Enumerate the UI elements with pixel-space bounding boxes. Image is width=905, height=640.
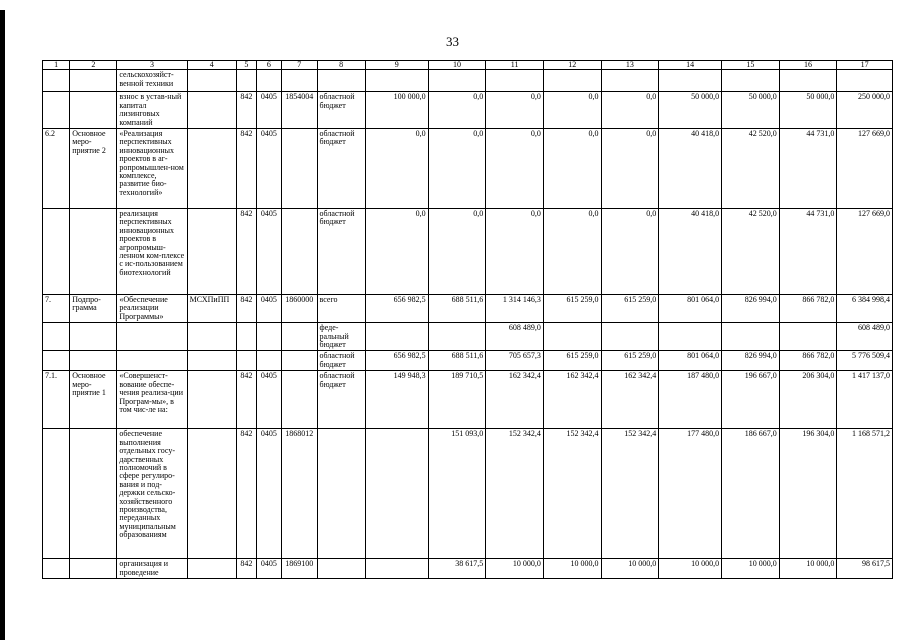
table-cell: 100 000,0	[365, 92, 428, 129]
table-row	[43, 129, 893, 209]
table-cell: 0,0	[428, 209, 486, 295]
table-cell: 0,0	[543, 92, 601, 129]
table-cell: Подпро-грамма	[70, 295, 117, 323]
table-cell: 608 489,0	[486, 323, 544, 351]
table-cell: 187 480,0	[659, 371, 722, 429]
table-cell: 0405	[256, 295, 281, 323]
table-cell	[70, 209, 117, 295]
table-cell: 10 000,0	[722, 559, 780, 579]
table-cell	[43, 323, 70, 351]
table-cell: 50 000,0	[779, 92, 837, 129]
table-cell: 42 520,0	[722, 129, 780, 209]
table-cell: 0405	[256, 559, 281, 579]
table-cell	[659, 323, 722, 351]
table-cell	[43, 92, 70, 129]
table-cell: областной бюджет	[317, 129, 365, 209]
table-cell: 127 669,0	[837, 129, 893, 209]
table-cell: 608 489,0	[837, 323, 893, 351]
table-cell: 50 000,0	[722, 92, 780, 129]
table-cell	[43, 559, 70, 579]
table-cell: областной бюджет	[317, 209, 365, 295]
table-cell	[236, 323, 256, 351]
table-cell	[187, 559, 236, 579]
table-cell: 151 093,0	[428, 429, 486, 559]
table-cell: 842	[236, 295, 256, 323]
table-cell: 0,0	[486, 129, 544, 209]
table-cell: 206 304,0	[779, 371, 837, 429]
table-cell: Основное меро-приятие 1	[70, 371, 117, 429]
table-cell: 162 342,4	[486, 371, 544, 429]
table-cell: «Совершенст-вование обеспе-чения реализа-ции Програм-мы», в том чис-ле на:	[117, 371, 187, 429]
column-header: 5	[236, 61, 256, 70]
table-cell: 0405	[256, 429, 281, 559]
table-cell	[187, 209, 236, 295]
table-cell: 842	[236, 129, 256, 209]
table-cell	[256, 351, 281, 371]
table-cell: 1 417 137,0	[837, 371, 893, 429]
table-row	[43, 351, 893, 371]
table-cell: 1868012	[281, 429, 317, 559]
table-cell: 0405	[256, 92, 281, 129]
budget-table	[42, 60, 893, 579]
table-cell: 866 782,0	[779, 295, 837, 323]
table-cell	[187, 351, 236, 371]
table-cell: областной бюджет	[317, 351, 365, 371]
table-cell: 40 418,0	[659, 129, 722, 209]
table-cell	[722, 70, 780, 92]
table-cell: 842	[236, 429, 256, 559]
table-cell	[837, 70, 893, 92]
table-cell: областной бюджет	[317, 371, 365, 429]
table-cell	[365, 429, 428, 559]
table-row	[43, 209, 893, 295]
table-cell	[43, 351, 70, 371]
table-cell: 656 982,5	[365, 295, 428, 323]
column-header: 7	[281, 61, 317, 70]
table-cell	[43, 209, 70, 295]
table-cell: 826 994,0	[722, 351, 780, 371]
table-cell: 0,0	[428, 92, 486, 129]
table-cell	[187, 129, 236, 209]
table-cell: 127 669,0	[837, 209, 893, 295]
table-cell: 0,0	[601, 129, 659, 209]
table-row	[43, 429, 893, 559]
table-cell	[281, 209, 317, 295]
table-cell: 842	[236, 371, 256, 429]
table-cell	[543, 323, 601, 351]
table-cell: 705 657,3	[486, 351, 544, 371]
table-cell: 0,0	[365, 209, 428, 295]
column-header: 15	[722, 61, 780, 70]
table-cell: взнос в устав-ный капитал лизинговых компаний	[117, 92, 187, 129]
table-cell	[543, 70, 601, 92]
table-cell: 0,0	[543, 129, 601, 209]
table-cell	[281, 351, 317, 371]
column-header: 17	[837, 61, 893, 70]
table-cell	[187, 92, 236, 129]
table-cell: 44 731,0	[779, 209, 837, 295]
table-cell	[236, 70, 256, 92]
table-cell	[187, 429, 236, 559]
table-cell: 801 064,0	[659, 295, 722, 323]
table-cell: 44 731,0	[779, 129, 837, 209]
table-cell	[236, 351, 256, 371]
table-cell: областной бюджет	[317, 92, 365, 129]
table-cell: Основное меро-приятие 2	[70, 129, 117, 209]
table-cell: 842	[236, 209, 256, 295]
table-cell: 615 259,0	[601, 351, 659, 371]
table-cell	[281, 323, 317, 351]
column-header: 1	[43, 61, 70, 70]
table-cell	[70, 351, 117, 371]
table-row	[43, 371, 893, 429]
table-cell: 1869100	[281, 559, 317, 579]
column-header: 10	[428, 61, 486, 70]
table-cell: 0,0	[365, 129, 428, 209]
table-cell: 42 520,0	[722, 209, 780, 295]
table-cell	[187, 323, 236, 351]
table-cell: обеспечение выполнения отдельных госу-дарственных полномочий в сфере регулиро-вания и под-держки сельско-хозяйственного производства, переданных муниципальным образованиям	[117, 429, 187, 559]
table-cell: 842	[236, 559, 256, 579]
table-cell: 0,0	[601, 209, 659, 295]
table-cell: всего	[317, 295, 365, 323]
table-cell: 1860000	[281, 295, 317, 323]
table-row	[43, 92, 893, 129]
table-cell: 0,0	[486, 209, 544, 295]
table-cell: 149 948,3	[365, 371, 428, 429]
column-header: 3	[117, 61, 187, 70]
table-cell	[70, 323, 117, 351]
table-cell: 656 982,5	[365, 351, 428, 371]
table-cell	[365, 323, 428, 351]
table-cell: 0,0	[601, 92, 659, 129]
table-cell	[365, 70, 428, 92]
table-cell: 10 000,0	[601, 559, 659, 579]
table-cell	[601, 323, 659, 351]
table-cell	[70, 429, 117, 559]
table-cell: 10 000,0	[779, 559, 837, 579]
table-cell	[486, 70, 544, 92]
table-row	[43, 559, 893, 579]
table-cell: 50 000,0	[659, 92, 722, 129]
column-header: 8	[317, 61, 365, 70]
table-cell	[70, 559, 117, 579]
table-cell: 6 384 998,4	[837, 295, 893, 323]
table-cell: 0,0	[486, 92, 544, 129]
table-cell: 189 710,5	[428, 371, 486, 429]
table-cell	[43, 429, 70, 559]
table-cell: 6.2	[43, 129, 70, 209]
table-cell	[70, 70, 117, 92]
table-cell	[601, 70, 659, 92]
table-body	[43, 61, 893, 579]
table-cell: 615 259,0	[543, 351, 601, 371]
table-cell: 162 342,4	[543, 371, 601, 429]
table-cell: сельскохозяйст-венной техники	[117, 70, 187, 92]
table-cell: 826 994,0	[722, 295, 780, 323]
table-cell: 186 667,0	[722, 429, 780, 559]
table-cell	[428, 70, 486, 92]
table-cell: 1854004	[281, 92, 317, 129]
table-cell: 7.1.	[43, 371, 70, 429]
table-row	[43, 295, 893, 323]
table-cell	[317, 559, 365, 579]
table-cell: 5 776 509,4	[837, 351, 893, 371]
table-cell	[659, 70, 722, 92]
table-cell: 688 511,6	[428, 351, 486, 371]
table-cell: «Реализация перспективных инновационных проектов в аг-ропромышлен-ном комплексе, развитие био-технологий»	[117, 129, 187, 209]
header-row	[43, 61, 893, 70]
table-cell: 688 511,6	[428, 295, 486, 323]
table-cell: 196 304,0	[779, 429, 837, 559]
table-cell: 0405	[256, 371, 281, 429]
table-cell	[317, 429, 365, 559]
table-cell	[281, 371, 317, 429]
table-cell	[117, 351, 187, 371]
table-cell: 866 782,0	[779, 351, 837, 371]
table-cell: 615 259,0	[543, 295, 601, 323]
table-row	[43, 323, 893, 351]
table-cell	[256, 323, 281, 351]
table-cell	[281, 129, 317, 209]
table-cell	[256, 70, 281, 92]
table-cell: 152 342,4	[486, 429, 544, 559]
table-cell: 38 617,5	[428, 559, 486, 579]
table-cell	[317, 70, 365, 92]
table-cell: 177 480,0	[659, 429, 722, 559]
table-cell: 615 259,0	[601, 295, 659, 323]
table-cell	[779, 323, 837, 351]
table-cell: 10 000,0	[543, 559, 601, 579]
column-header: 2	[70, 61, 117, 70]
table-cell: 0,0	[428, 129, 486, 209]
table-cell	[428, 323, 486, 351]
table-cell: 10 000,0	[486, 559, 544, 579]
column-header: 13	[601, 61, 659, 70]
column-header: 4	[187, 61, 236, 70]
table-cell: 7.	[43, 295, 70, 323]
table-cell: феде-ральный бюджет	[317, 323, 365, 351]
table-cell: 10 000,0	[659, 559, 722, 579]
table-cell: 40 418,0	[659, 209, 722, 295]
table-row	[43, 70, 893, 92]
column-header: 14	[659, 61, 722, 70]
column-header: 9	[365, 61, 428, 70]
column-header: 6	[256, 61, 281, 70]
table-cell: 250 000,0	[837, 92, 893, 129]
table-cell	[117, 323, 187, 351]
table-cell	[779, 70, 837, 92]
table-cell	[365, 559, 428, 579]
table-cell: 1 168 571,2	[837, 429, 893, 559]
table-cell	[722, 323, 780, 351]
table-cell: 801 064,0	[659, 351, 722, 371]
table-cell	[43, 70, 70, 92]
table-cell: 0405	[256, 209, 281, 295]
table-cell: 196 667,0	[722, 371, 780, 429]
table-cell: 0405	[256, 129, 281, 209]
table-cell: реализация перспективных инновационных проектов в агропромыш-ленном ком-плексе с ис-пользованием биотехнологий	[117, 209, 187, 295]
column-header: 16	[779, 61, 837, 70]
table-cell: 842	[236, 92, 256, 129]
table-cell	[70, 92, 117, 129]
page-left-edge	[0, 10, 5, 640]
table-cell	[187, 371, 236, 429]
table-cell: МСХПиПП	[187, 295, 236, 323]
table-cell	[187, 70, 236, 92]
page-number: 33	[446, 34, 459, 49]
table-cell: 152 342,4	[543, 429, 601, 559]
table-cell	[281, 70, 317, 92]
table-cell: 162 342,4	[601, 371, 659, 429]
column-header: 11	[486, 61, 544, 70]
table-cell: 98 617,5	[837, 559, 893, 579]
table-cell: «Обеспечение реализации Программы»	[117, 295, 187, 323]
table-cell: 152 342,4	[601, 429, 659, 559]
table-cell: организация и проведение	[117, 559, 187, 579]
table-cell: 1 314 146,3	[486, 295, 544, 323]
table-cell: 0,0	[543, 209, 601, 295]
column-header: 12	[543, 61, 601, 70]
